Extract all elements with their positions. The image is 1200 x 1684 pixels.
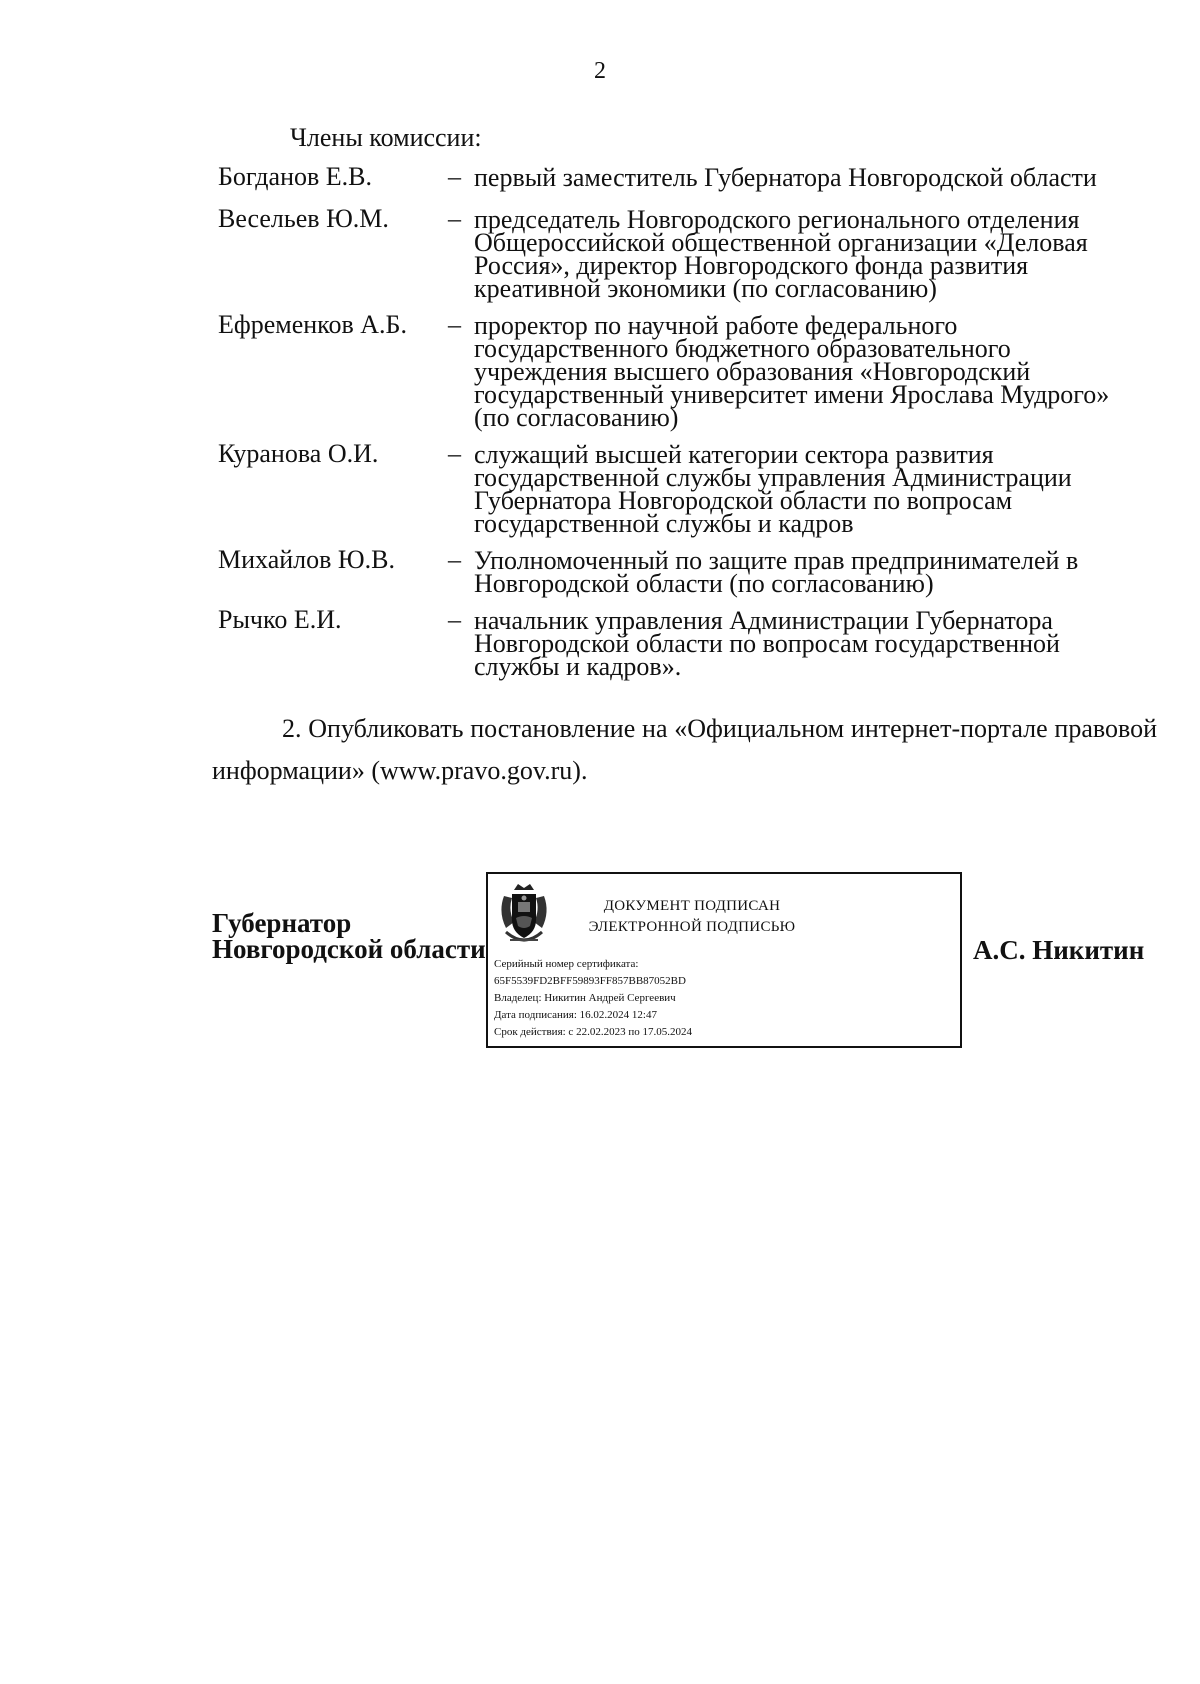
coat-of-arms-graphic [496, 882, 552, 948]
member-dash: – [448, 310, 461, 339]
member-row [218, 308, 1148, 432]
signatory-name: А.С. Никитин [973, 935, 1145, 965]
signatory-title-line2: Новгородской области [212, 934, 486, 964]
member-row [218, 437, 1148, 538]
member-role: начальник управления Администрации Губернатора Новгородской области по вопросам государственной службы и кадров». [474, 606, 1060, 681]
member-dash: – [448, 545, 461, 574]
stamp-validity: Срок действия: с 22.02.2023 по 17.05.2024 [494, 1026, 692, 1038]
member-dash: – [448, 204, 461, 233]
stamp-serial-value: 65F5539FD2BFF59893FF857BB87052BD [494, 975, 686, 987]
stamp-serial-label: Серийный номер сертификата: [494, 958, 639, 970]
publication-paragraph: 2. Опубликовать постановление на «Официальном интернет-портале правовой информации» (www.pravo.gov.ru). [212, 714, 1157, 785]
member-row [218, 202, 1148, 303]
member-name: Богданов Е.В. [218, 162, 372, 191]
stamp-details [494, 956, 692, 1041]
commission-members-list [218, 160, 1148, 686]
member-role: служащий высшей категории сектора развития государственной службы управления Администрации Губернатора Новгородской области по вопросам государственной службы и кадров [474, 440, 1072, 538]
stamp-signed-date: Дата подписания: 16.02.2024 12:47 [494, 1009, 657, 1021]
member-name: Весельев Ю.М. [218, 204, 389, 233]
member-role: Уполномоченный по защите прав предпринимателей в Новгородской области (по согласованию) [474, 546, 1079, 598]
member-row [218, 160, 1148, 194]
electronic-signature-stamp [486, 872, 962, 1048]
stamp-owner: Владелец: Никитин Андрей Сергеевич [494, 992, 676, 1004]
member-row [218, 603, 1148, 681]
member-name: Ефременков А.Б. [218, 310, 407, 339]
page-number: 2 [594, 58, 606, 84]
commission-heading: Члены комиссии: [290, 123, 482, 152]
member-name: Михайлов Ю.В. [218, 545, 395, 574]
signatory-title-line1: Губернатор [212, 908, 352, 938]
member-name: Рычко Е.И. [218, 605, 342, 634]
member-dash: – [448, 162, 461, 191]
coat-of-arms-icon [496, 882, 552, 948]
member-role: проректор по научной работе федерального государственного бюджетного образовательного учреждения высшего образования «Новгородский государственный университет имени Ярослава Мудрого» (по согласованию) [474, 311, 1110, 432]
signatory-title [212, 910, 486, 962]
member-role: председатель Новгородского регионального отделения Общероссийской общественной организации «Деловая Россия», директор Новгородского фонда развития креативной экономики (по согласованию) [474, 205, 1088, 303]
stamp-title [572, 896, 812, 938]
member-dash: – [448, 439, 461, 468]
stamp-title-line2: ЭЛЕКТРОННОЙ ПОДПИСЬЮ [588, 919, 796, 935]
member-role: первый заместитель Губернатора Новгородской области [474, 163, 1097, 192]
member-row [218, 543, 1148, 598]
member-dash: – [448, 605, 461, 634]
member-name: Куранова О.И. [218, 439, 379, 468]
stamp-title-line1: ДОКУМЕНТ ПОДПИСАН [603, 898, 781, 914]
